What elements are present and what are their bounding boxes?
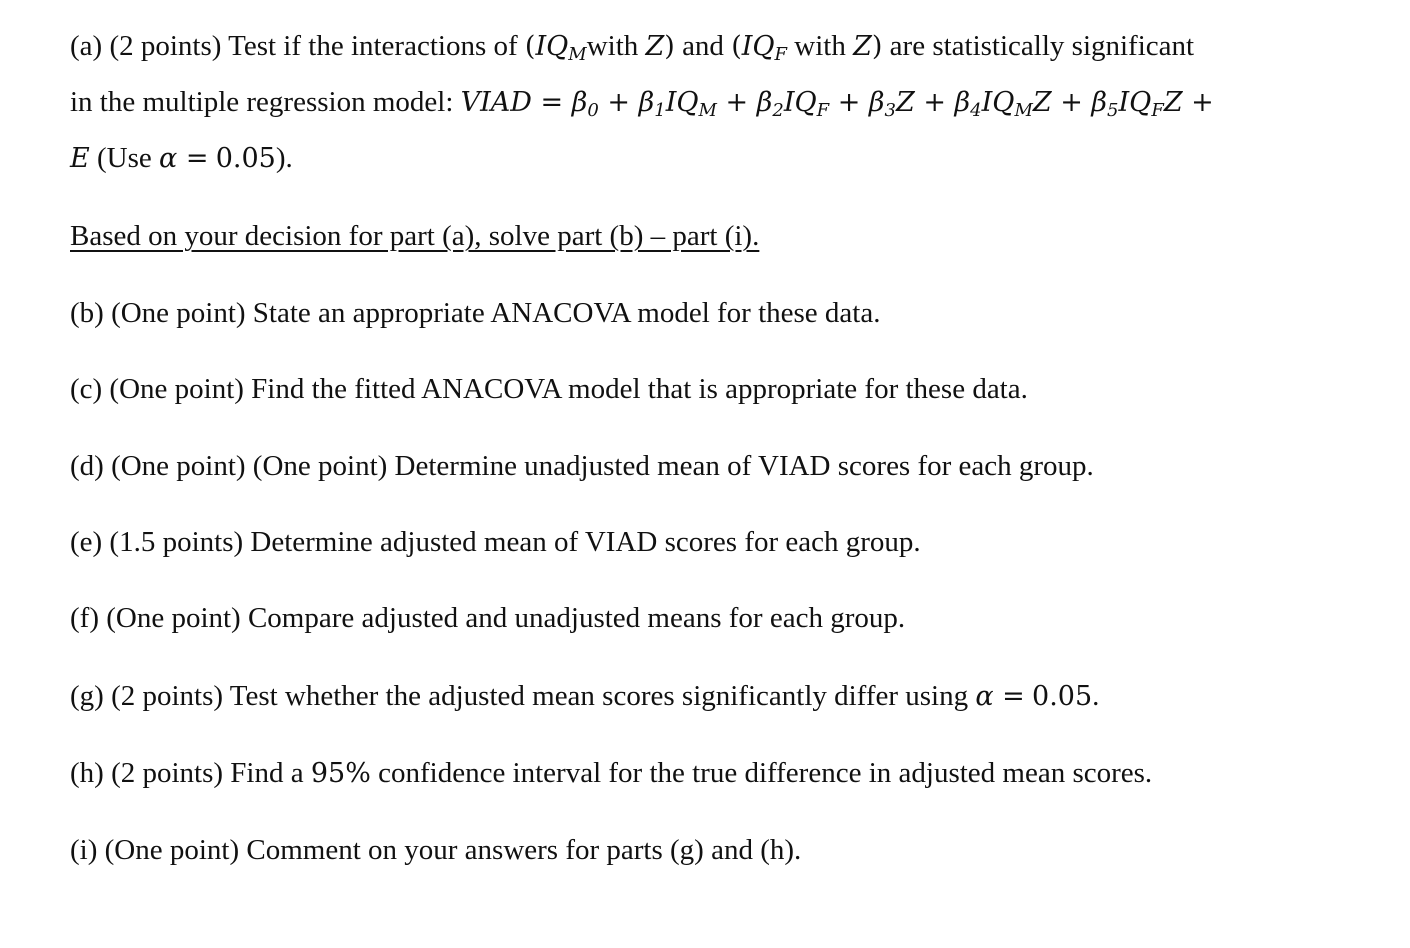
part-a-text-2: with: [586, 30, 639, 62]
part-h-text-2: confidence interval for the true difference in adjusted mean scores.: [378, 757, 1153, 789]
part-a-text-5: are statistically significant: [889, 30, 1195, 62]
part-a-text-1: Test if the interactions of: [228, 30, 518, 62]
part-a-points: (2 points): [109, 30, 222, 62]
part-a-text-3: and: [682, 30, 724, 62]
part-a-line-2: [70, 84, 1214, 121]
part-a-label: (a): [70, 30, 103, 62]
part-a-line-1: [70, 28, 1194, 65]
part-i: (i) (One point) Comment on your answers for parts (g) and (h).: [70, 834, 802, 866]
part-b: (b) (One point) State an appropriate ANACOVA model for these data.: [70, 297, 881, 329]
part-c: (c) (One point) Find the fitted ANACOVA model that is appropriate for these data.: [70, 373, 1028, 405]
error-term: E: [70, 143, 90, 174]
use-alpha-open: (Use: [96, 142, 152, 174]
part-h: [70, 755, 1152, 792]
part-d: (d) (One point) (One point) Determine unadjusted mean of VIAD scores for each group.: [70, 450, 1094, 482]
part-a-close: ).: [275, 142, 293, 174]
z-symbol-2: Z): [853, 31, 883, 62]
iq-m-interaction: ($IQ_M$: [524, 31, 587, 65]
part-a-line-3: [70, 140, 293, 177]
alpha-symbol-g: α =: [975, 681, 1025, 712]
alpha-symbol: α =: [158, 143, 209, 174]
part-f: (f) (One point) Compare adjusted and unadjusted means for each group.: [70, 602, 906, 634]
regression-equation: VIAD = $\beta_0 + \beta_1IQ_M + \beta_2IQ_F + \beta_3Z + \beta_4IQ_MZ + \beta_5IQ_FZ$ +: [460, 87, 1214, 121]
iq-f-interaction: ($IQ_F$: [731, 31, 788, 65]
instruction-underlined: Based on your decision for part (a), solve part (b) – part (i).: [70, 220, 760, 252]
document-page: [70, 0, 1390, 948]
part-g: [70, 678, 1099, 715]
part-a-text-4: with: [794, 30, 846, 62]
alpha-value-g: 0.05: [1032, 681, 1093, 712]
part-a-text-6: in the multiple regression model:: [70, 86, 454, 118]
part-g-text: (g) (2 points) Test whether the adjusted mean scores significantly differ using: [70, 680, 969, 712]
part-h-text-1: (h) (2 points) Find a: [70, 757, 304, 789]
confidence-percent: 95%: [310, 758, 371, 789]
z-symbol-1: Z): [645, 31, 675, 62]
part-e: (e) (1.5 points) Determine adjusted mean of VIAD scores for each group.: [70, 526, 921, 558]
part-g-end: .: [1092, 680, 1100, 712]
alpha-value: 0.05: [215, 143, 276, 174]
